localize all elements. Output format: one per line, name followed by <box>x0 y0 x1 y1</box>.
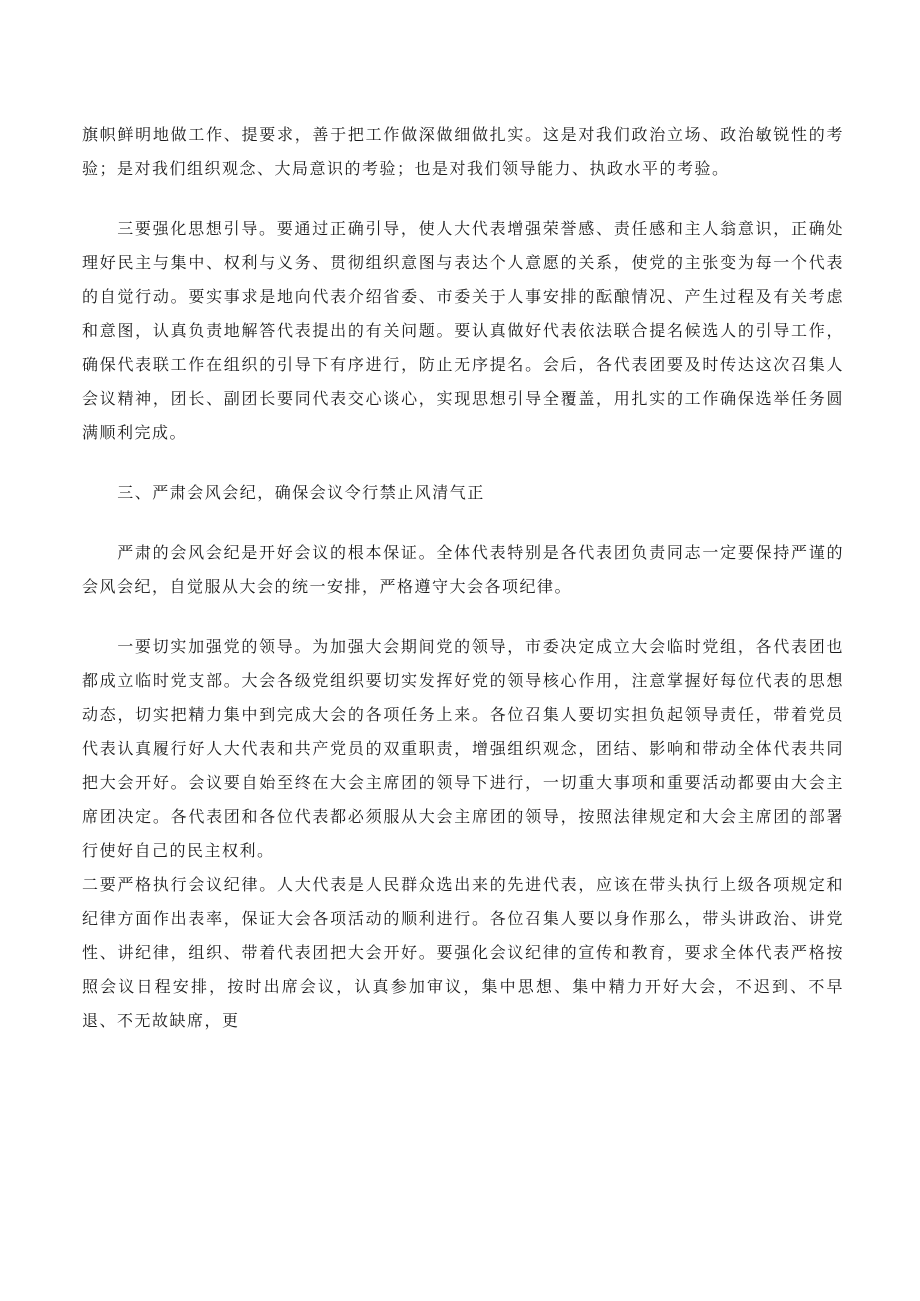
document-body <box>82 118 844 1064</box>
paragraph-ideological-guidance: 三要强化思想引导。要通过正确引导，使人大代表增强荣誉感、责任感和主人翁意识，正确处理好民主与集中、权利与义务、贯彻组织意图与表达个人意愿的关系，使党的主张变为每一个代表的自觉行动。要实事求是地向代表介绍省委、市委关于人事安排的酝酿情况、产生过程及有关考虑和意图，认真负责地解答代表提出的有关问题。要认真做好代表依法联合提名候选人的引导工作，确保代表联工作在组织的引导下有序进行，防止无序提名。会后，各代表团要及时传达这次召集人会议精神，团长、副团长要同代表交心谈心，实现思想引导全覆盖，用扎实的工作确保选举任务圆满顺利完成。 <box>82 219 844 442</box>
paragraph-meeting-discipline-intro: 严肃的会风会纪是开好会议的根本保证。全体代表特别是各代表团负责同志一定要保持严谨的会风会纪，自觉服从大会的统一安排，严格遵守大会各项纪律。 <box>82 543 844 596</box>
paragraph-meeting-rules: 二要严格执行会议纪律。人大代表是人民群众选出来的先进代表，应该在带头执行上级各项规定和纪律方面作出表率，保证大会各项活动的顺利进行。各位召集人要以身作那么，带头讲政治、讲党性、讲纪律，组织、带着代表团把大会开好。要强化会议纪律的宣传和教育，要求全体代表严格按照会议日程安排，按时出席会议，认真参加审议，集中思想、集中精力开好大会，不迟到、不早退、不无故缺席，更 <box>82 875 844 1030</box>
paragraph-party-leadership: 一要切实加强党的领导。为加强大会期间党的领导，市委决定成立大会临时党组，各代表团也都成立临时党支部。大会各级党组织要切实发挥好党的领导核心作用，注意掌握好每位代表的思想动态，切实把精力集中到完成大会的各项任务上来。各位召集人要切实担负起领导责任，带着党员代表认真履行好人大代表和共产党员的双重职责，增强组织观念，团结、影响和带动全体代表共同把大会开好。会议要自始至终在大会主席团的领导下进行，一切重大事项和重要活动都要由大会主席团决定。各代表团和各位代表都必须服从大会主席团的领导，按照法律规定和大会主席团的部署行使好自己的民主权利。 <box>82 637 844 860</box>
section-heading-discipline: 三、严肃会风会纪，确保会议令行禁止风清气正 <box>117 483 485 502</box>
paragraph-political-test: 旗帜鲜明地做工作、提要求，善于把工作做深做细做扎实。这是对我们政治立场、政治敏锐性的考验；是对我们组织观念、大局意识的考验；也是对我们领导能力、执政水平的考验。 <box>82 125 844 178</box>
